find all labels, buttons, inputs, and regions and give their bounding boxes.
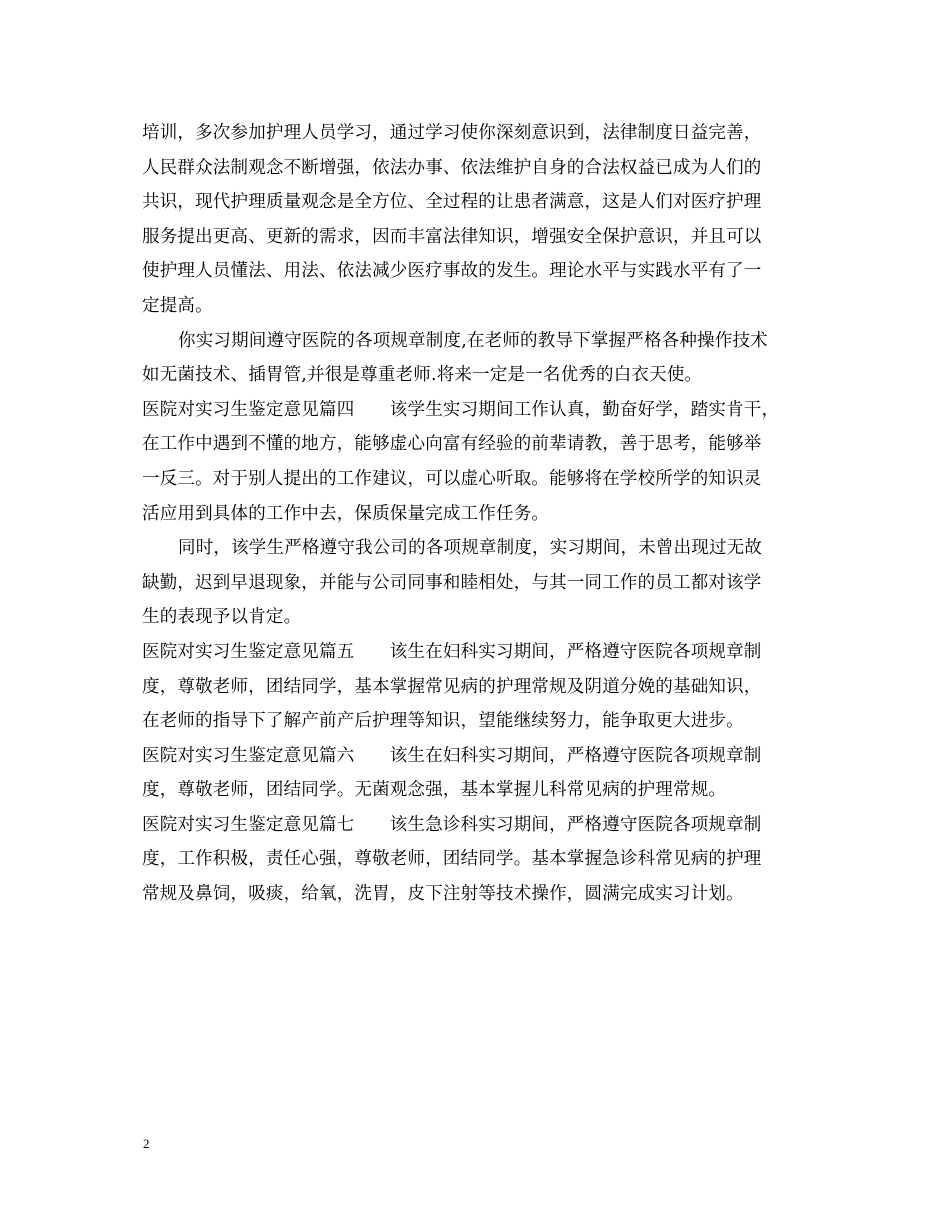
text-line: 度，尊敬老师，团结同学。无菌观念强，基本掌握儿科常见病的护理常规。 [142, 780, 727, 801]
text-line: 常规及鼻饲，吸痰，给氧，洗胃，皮下注射等技术操作，圆满完成实习计划。 [142, 884, 744, 905]
text-line: 在老师的指导下了解产前产后护理等知识，望能继续努力，能争取更大进步。 [142, 711, 744, 732]
text-line: 同时，该学生严格遵守我公司的各项规章制度，实习期间，未曾出现过无故 [178, 538, 763, 559]
text-line: 一反三。对于别人提出的工作建议，可以虚心听取。能够将在学校所学的知识灵 [142, 468, 762, 489]
section-heading-line: 医院对实习生鉴定意见篇五 该生在妇科实习期间，严格遵守医院各项规章制 [142, 641, 762, 662]
section-heading-line: 医院对实习生鉴定意见篇七 该生急诊科实习期间，严格遵守医院各项规章制 [142, 814, 762, 835]
text-line: 服务提出更高、更新的需求，因而丰富法律知识，增强安全保护意识，并且可以 [142, 226, 762, 247]
text-line: 使护理人员懂法、用法、依法减少医疗事故的发生。理论水平与实践水平有了一 [142, 261, 762, 282]
text-line: 生的表现予以肯定。 [142, 607, 302, 628]
section-heading-line: 医院对实习生鉴定意见篇四 该学生实习期间工作认真，勤奋好学，踏实肯干， [142, 399, 780, 420]
text-line: 共识，现代护理质量观念是全方位、全过程的让患者满意，这是人们对医疗护理 [142, 192, 762, 213]
text-line: 培训，多次参加护理人员学习，通过学习使你深刻意识到，法律制度日益完善， [142, 123, 762, 143]
text-line: 定提高。 [142, 295, 213, 316]
text-line: 度，尊敬老师，团结同学，基本掌握常见病的护理常规及阴道分娩的基础知识， [142, 676, 762, 697]
section-heading-line: 医院对实习生鉴定意见篇六 该生在妇科实习期间，严格遵守医院各项规章制 [142, 745, 762, 766]
page-number: 2 [143, 1136, 150, 1151]
text-line: 你实习期间遵守医院的各项规章制度,在老师的教导下掌握严格各种操作技术 [178, 330, 768, 351]
text-line: 在工作中遇到不懂的地方，能够虚心向富有经验的前辈请教，善于思考，能够举 [142, 434, 762, 455]
text-line: 人民群众法制观念不断增强，依法办事、依法维护自身的合法权益已成为人们的 [142, 157, 762, 178]
text-line: 如无菌技术、插胃管,并很是尊重老师.将来一定是一名优秀的白衣天使。 [142, 365, 703, 386]
document-body [142, 116, 810, 912]
text-line: 活应用到具体的工作中去，保质保量完成工作任务。 [142, 503, 550, 524]
text-line: 度，工作积极，责任心强，尊敬老师，团结同学。基本掌握急诊科常见病的护理 [142, 849, 762, 870]
text-line: 缺勤，迟到早退现象，并能与公司同事和睦相处，与其一同工作的员工都对该学 [142, 572, 762, 593]
